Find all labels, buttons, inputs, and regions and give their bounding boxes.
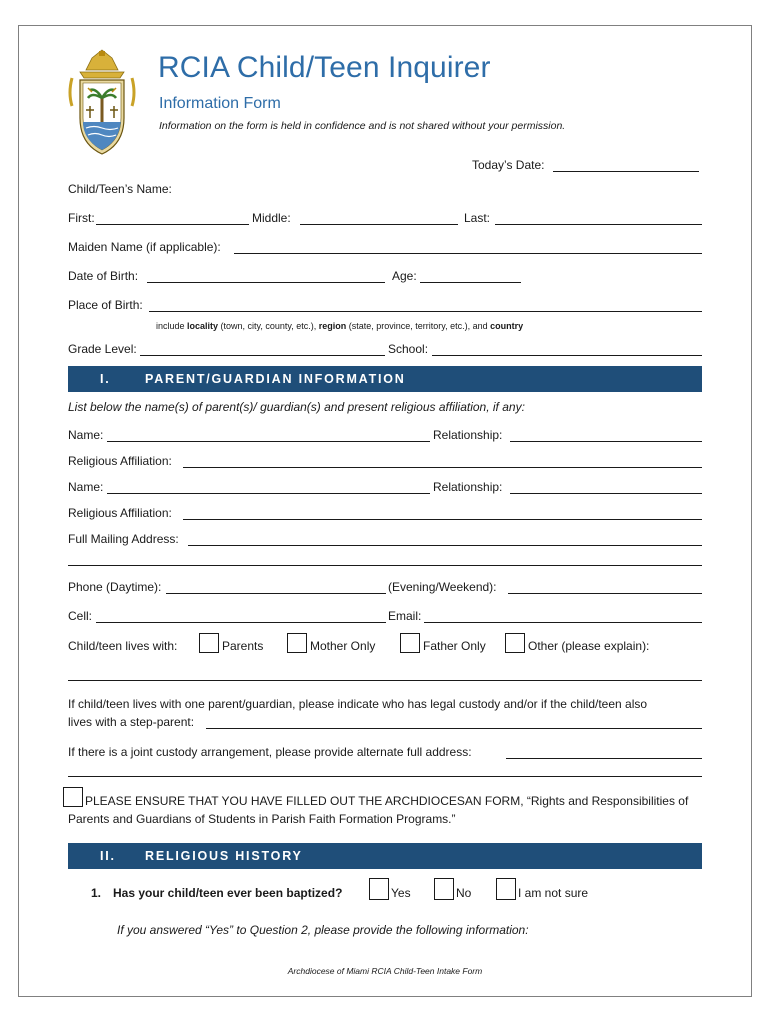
school-label: School:	[388, 342, 429, 356]
school-field[interactable]	[432, 355, 702, 356]
parent2-name-field[interactable]	[107, 493, 430, 494]
age-label: Age:	[392, 269, 417, 283]
parent2-relationship-field[interactable]	[510, 493, 702, 494]
cell-field[interactable]	[96, 622, 386, 623]
phone-evening-label: (Evening/Weekend):	[388, 580, 497, 594]
ensure-archdiocesan-form-checkbox[interactable]	[63, 787, 83, 807]
joint-custody-label: If there is a joint custody arrangement, please provide alternate full address:	[68, 745, 472, 759]
archdiocese-crest-logo	[66, 48, 138, 158]
last-name-label: Last:	[464, 211, 491, 225]
parent2-relationship-label: Relationship:	[433, 480, 503, 494]
baptized-yes-label: Yes	[391, 886, 411, 900]
lives-with-other-label: Other (please explain):	[528, 639, 650, 653]
lives-with-mother-checkbox[interactable]	[287, 633, 307, 653]
q1-text: Has your child/teen ever been baptized?	[113, 886, 343, 900]
custody-text-line-2: lives with a step-parent:	[68, 715, 195, 729]
parent2-name-label: Name:	[68, 480, 104, 494]
section-1-title: PARENT/GUARDIAN INFORMATION	[145, 372, 406, 386]
custody-field[interactable]	[206, 728, 702, 729]
baptized-yes-checkbox[interactable]	[369, 878, 389, 900]
first-name-label: First:	[68, 211, 95, 225]
middle-name-field[interactable]	[300, 224, 458, 225]
mailing-address-label: Full Mailing Address:	[68, 532, 179, 546]
q1-number: 1.	[91, 886, 102, 900]
cell-label: Cell:	[68, 609, 93, 623]
section-1-header	[68, 366, 702, 392]
pob-field[interactable]	[149, 311, 702, 312]
parent2-religious-label: Religious Affiliation:	[68, 506, 172, 520]
maiden-name-field[interactable]	[234, 253, 702, 254]
dob-field[interactable]	[147, 282, 385, 283]
middle-name-label: Middle:	[252, 211, 291, 225]
q2-note: If you answered “Yes” to Question 2, please provide the following information:	[117, 923, 529, 937]
joint-custody-field[interactable]	[506, 758, 702, 759]
first-name-field[interactable]	[96, 224, 249, 225]
lives-with-parents-label: Parents	[222, 639, 264, 653]
mailing-address-field-line-2[interactable]	[68, 565, 702, 566]
last-name-field[interactable]	[495, 224, 702, 225]
ensure-text-line-2: Parents and Guardians of Students in Parish Faith Formation Programs.”	[68, 812, 456, 826]
phone-daytime-field[interactable]	[166, 593, 386, 594]
child-name-heading: Child/Teen’s Name:	[68, 182, 172, 196]
parent1-name-label: Name:	[68, 428, 104, 442]
ensure-text-line-1: PLEASE ENSURE THAT YOU HAVE FILLED OUT THE ARCHDIOCESAN FORM, “Rights and Responsibilities of	[85, 794, 689, 808]
parent1-relationship-field[interactable]	[510, 441, 702, 442]
footer-text: Archdiocese of Miami RCIA Child-Teen Intake Form	[287, 966, 483, 976]
form-subtitle: Information Form	[159, 95, 281, 112]
form-title: RCIA Child/Teen Inquirer	[158, 51, 491, 84]
parent1-name-field[interactable]	[107, 441, 430, 442]
maiden-name-label: Maiden Name (if applicable):	[68, 240, 221, 254]
joint-custody-field-line-2[interactable]	[68, 776, 702, 777]
todays-date-label: Today’s Date:	[472, 158, 545, 172]
section-1-number: I.	[100, 372, 111, 386]
section-2-number: II.	[100, 849, 116, 863]
todays-date-field[interactable]	[553, 171, 699, 172]
grade-level-label: Grade Level:	[68, 342, 137, 356]
age-field[interactable]	[420, 282, 521, 283]
baptized-unsure-checkbox[interactable]	[496, 878, 516, 900]
section-2-title: RELIGIOUS HISTORY	[145, 849, 303, 863]
grade-level-field[interactable]	[140, 355, 385, 356]
lives-with-label: Child/teen lives with:	[68, 639, 178, 653]
lives-with-parents-checkbox[interactable]	[199, 633, 219, 653]
section-2-header	[68, 843, 702, 869]
confidentiality-note: Information on the form is held in confidence and is not shared without your permission.	[159, 120, 566, 132]
parent1-relationship-label: Relationship:	[433, 428, 503, 442]
parent1-religious-label: Religious Affiliation:	[68, 454, 172, 468]
parent1-religious-field[interactable]	[183, 467, 702, 468]
lives-with-father-label: Father Only	[423, 639, 486, 653]
lives-with-father-checkbox[interactable]	[400, 633, 420, 653]
parent2-religious-field[interactable]	[183, 519, 702, 520]
baptized-no-checkbox[interactable]	[434, 878, 454, 900]
email-field[interactable]	[424, 622, 702, 623]
mailing-address-field[interactable]	[188, 545, 702, 546]
dob-label: Date of Birth:	[68, 269, 139, 283]
email-label: Email:	[388, 609, 422, 623]
custody-text-line-1: If child/teen lives with one parent/guardian, please indicate who has legal custody and/or if the child/teen also	[68, 697, 648, 711]
pob-label: Place of Birth:	[68, 298, 143, 312]
phone-daytime-label: Phone (Daytime):	[68, 580, 162, 594]
lives-with-explain-field[interactable]	[68, 680, 702, 681]
lives-with-other-checkbox[interactable]	[505, 633, 525, 653]
section-1-instructions: List below the name(s) of parent(s)/ guardian(s) and present religious affiliation, if any:	[68, 400, 525, 414]
baptized-no-label: No	[456, 886, 472, 900]
lives-with-mother-label: Mother Only	[310, 639, 376, 653]
baptized-unsure-label: I am not sure	[518, 886, 589, 900]
phone-evening-field[interactable]	[508, 593, 702, 594]
pob-hint: include locality (town, city, county, etc.), region (state, province, territory, etc.), and country	[156, 321, 524, 331]
